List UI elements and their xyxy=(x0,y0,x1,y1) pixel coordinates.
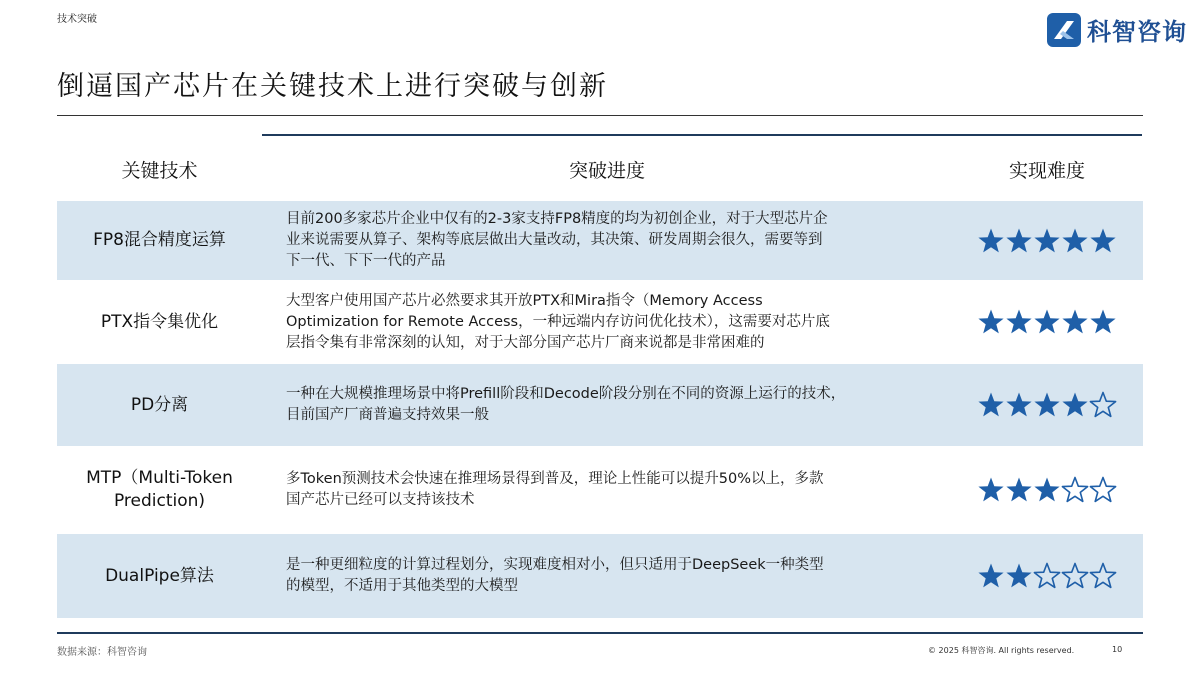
star-filled-icon xyxy=(977,476,1005,504)
technology-name xyxy=(57,394,262,417)
progress-description-line: 一种在大规模推理场景中将Prefill阶段和Decode阶段分别在不同的资源上运行的技术， xyxy=(286,386,846,402)
star-filled-icon xyxy=(1089,308,1117,336)
star-filled-icon xyxy=(1005,562,1033,590)
copyright: © 2025 科智咨询. All rights reserved. xyxy=(928,646,1075,655)
progress-description-line: 目前国产厂商普遍支持效果一般 xyxy=(286,407,489,423)
star-filled-icon xyxy=(1005,227,1033,255)
company-logo xyxy=(1047,12,1187,47)
star-outline-icon xyxy=(1089,476,1117,504)
progress-description-line: 下一代、下下一代的产品 xyxy=(286,253,446,269)
logo-mark-icon xyxy=(1047,13,1081,47)
difficulty-rating xyxy=(952,227,1142,255)
progress-description-line: Optimization for Remote Access，一种远端内存访问优化技术），这需要对芯片底 xyxy=(286,313,830,330)
difficulty-rating xyxy=(952,562,1142,590)
star-outline-icon xyxy=(1089,562,1117,590)
difficulty-rating xyxy=(952,391,1142,419)
logo-text: 科智咨询 xyxy=(1087,18,1187,46)
page-title: 倒逼国产芯片在关键技术上进行突破与创新 xyxy=(57,71,608,102)
table-row xyxy=(57,201,1143,280)
table-row xyxy=(57,364,1143,446)
star-filled-icon xyxy=(1033,308,1061,336)
star-outline-icon xyxy=(1061,562,1089,590)
star-filled-icon xyxy=(1005,308,1033,336)
data-source: 数据来源：科智咨询 xyxy=(57,647,147,658)
technology-name xyxy=(57,311,262,334)
progress-description-line: 目前200多家芯片企业中仅有的2-3家支持FP8精度的均为初创企业，对于大型芯片企 xyxy=(286,211,828,227)
technology-name-line: Prediction) xyxy=(113,491,206,511)
star-filled-icon xyxy=(1061,308,1089,336)
progress-description-line: 层指令集有非常深刻的认知，对于大部分国产芯片厂商来说都是非常困难的 xyxy=(286,334,765,351)
progress-description xyxy=(262,469,952,511)
star-filled-icon xyxy=(1005,476,1033,504)
section-tag: 技术突破 xyxy=(57,14,97,25)
page-number: 10 xyxy=(1112,645,1123,654)
star-filled-icon xyxy=(1089,227,1117,255)
star-outline-icon xyxy=(1089,391,1117,419)
technology-name-line: DualPipe算法 xyxy=(105,565,214,586)
table-row xyxy=(57,448,1143,532)
table-row xyxy=(57,534,1143,618)
progress-description-line: 多Token预测技术会快速在推理场景得到普及，理论上性能可以提升50%以上，多款 xyxy=(286,471,824,487)
column-header-technology: 关键技术 xyxy=(121,160,198,182)
star-filled-icon xyxy=(1033,227,1061,255)
technology-name-line: PTX指令集优化 xyxy=(100,311,219,332)
table-bottom-rule xyxy=(57,632,1143,634)
progress-description xyxy=(262,555,952,597)
star-filled-icon xyxy=(977,562,1005,590)
star-filled-icon xyxy=(977,308,1005,336)
technology-name-line: FP8混合精度运算 xyxy=(93,230,226,250)
technology-name xyxy=(57,565,262,588)
progress-description xyxy=(262,291,952,354)
star-filled-icon xyxy=(1061,227,1089,255)
star-filled-icon xyxy=(1005,391,1033,419)
technology-name xyxy=(57,229,262,252)
star-outline-icon xyxy=(1061,476,1089,504)
progress-description xyxy=(262,209,952,272)
title-divider xyxy=(57,115,1143,116)
star-filled-icon xyxy=(1033,391,1061,419)
technology-name-line: MTP（Multi-Token xyxy=(86,468,233,488)
star-outline-icon xyxy=(1033,562,1061,590)
difficulty-rating xyxy=(952,476,1142,504)
difficulty-rating xyxy=(952,308,1142,336)
table-row xyxy=(57,282,1143,362)
star-filled-icon xyxy=(977,227,1005,255)
progress-description-line: 是一种更细粒度的计算过程划分，实现难度相对小，但只适用于DeepSeek一种类型 xyxy=(286,557,824,573)
technology-name-line: PD分离 xyxy=(130,394,189,415)
star-filled-icon xyxy=(977,391,1005,419)
progress-description-line: 国产芯片已经可以支持该技术 xyxy=(286,492,475,508)
technology-name xyxy=(57,467,262,513)
progress-description-line: 的模型，不适用于其他类型的大模型 xyxy=(286,578,518,594)
star-filled-icon xyxy=(1033,476,1061,504)
progress-description-line: 业来说需要从算子、架构等底层做出大量改动，其决策、研发周期会很久，需要等到 xyxy=(286,232,823,248)
column-header-progress: 突破进度 xyxy=(568,160,645,182)
table-top-rule xyxy=(262,134,1142,136)
progress-description-line: 大型客户使用国产芯片必然要求其开放PTX和Mira指令（Memory Access xyxy=(286,292,763,309)
progress-description xyxy=(262,384,952,426)
column-header-difficulty: 实现难度 xyxy=(1008,160,1085,182)
star-filled-icon xyxy=(1061,391,1089,419)
